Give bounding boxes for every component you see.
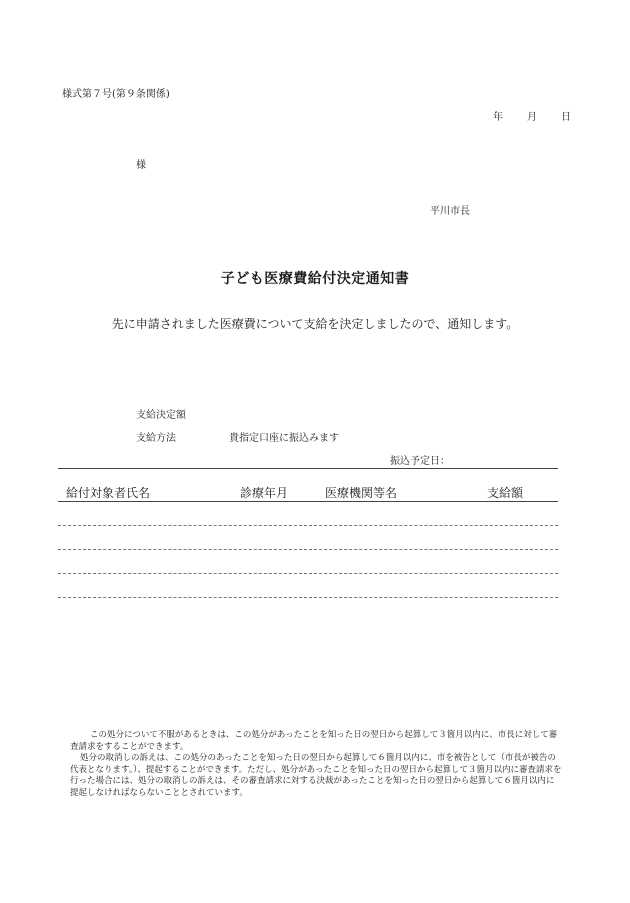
amount-label: 支給決定額 bbox=[136, 410, 186, 421]
table-row bbox=[58, 525, 558, 526]
issue-date bbox=[493, 108, 571, 123]
table-row bbox=[58, 573, 558, 574]
date-month-label: 月 bbox=[527, 112, 537, 123]
document-title: 子ども医療費給付決定通知書 bbox=[220, 271, 410, 287]
intro-text: 先に申請されました医療費について支給を決定しましたので、通知します。 bbox=[111, 317, 519, 331]
table-row bbox=[58, 597, 558, 598]
table-top-rule bbox=[58, 468, 558, 469]
recipient-suffix: 様 bbox=[136, 160, 146, 171]
date-day-label: 日 bbox=[561, 112, 571, 123]
table-row bbox=[58, 549, 558, 550]
payment-method-label: 支給方法 bbox=[136, 433, 176, 444]
note-lawsuit: 処分の取消しの訴えは、この処分のあったことを知った日の翌日から起算して６箇月以内に、市を被告として（市長が被告の代表となります。）、提起することができます。ただし、処分があったことを知った日の翌日から起算して３箇月以内に審査請求を行った場合には、処分の取消しの訴えは、その審査請求に対する決裁があったことを知った日の翌日から起算して６箇月以内に提起しなければならないこととされています。 bbox=[70, 753, 562, 798]
date-year-label: 年 bbox=[493, 112, 503, 123]
issuer-name: 平川市長 bbox=[430, 206, 470, 217]
note-appeal: この処分について不服があるときは、この処分があったことを知った日の翌日から起算して３箇月以内に、市長に対して審査請求をすることができます。 bbox=[70, 730, 558, 752]
column-header-amount: 支給額 bbox=[487, 486, 524, 500]
transfer-date-label: 振込予定日： bbox=[390, 456, 450, 467]
legal-notes bbox=[70, 730, 562, 799]
table-header-rule bbox=[58, 501, 558, 502]
column-header-name: 給付対象者氏名 bbox=[66, 486, 151, 500]
column-header-month: 診療年月 bbox=[240, 486, 289, 500]
form-number: 様式第７号(第９条関係) bbox=[62, 89, 170, 100]
column-header-institution: 医療機関等名 bbox=[325, 486, 398, 500]
payment-method-value: 貴指定口座に振込みます bbox=[229, 433, 339, 444]
